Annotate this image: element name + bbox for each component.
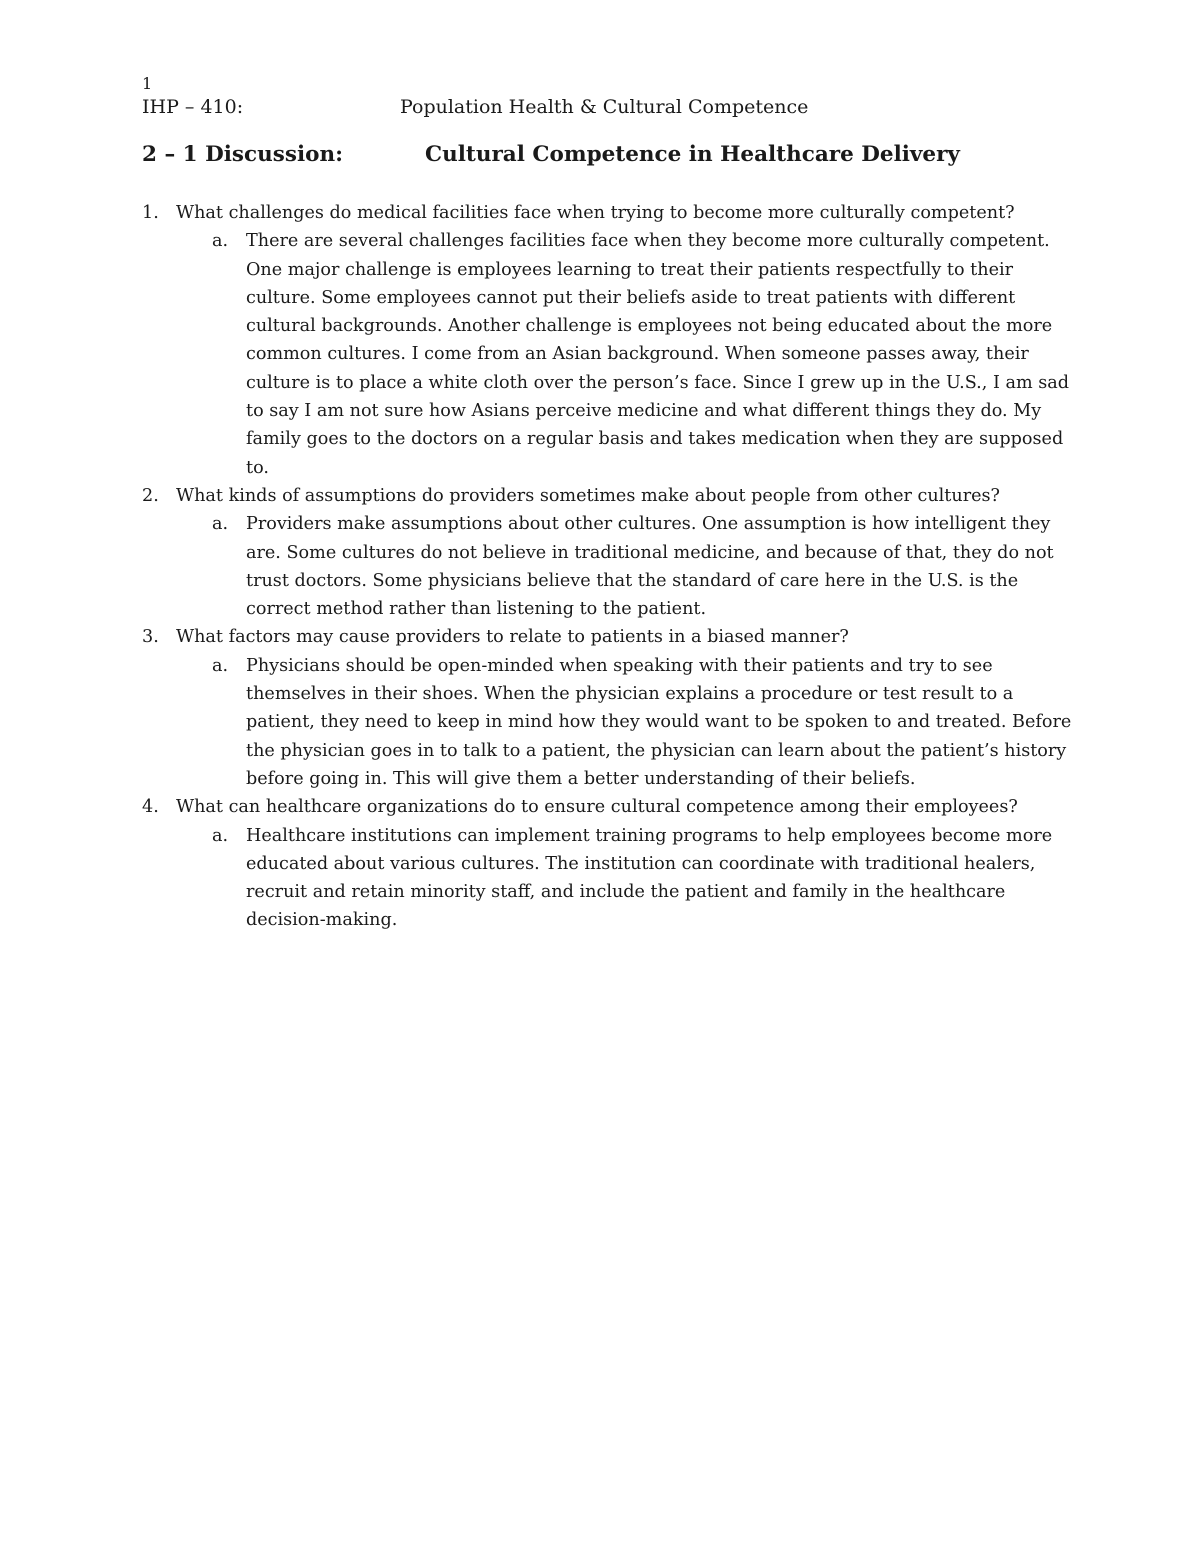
question-item [142,482,1072,510]
answer-text: Healthcare institutions can implement training programs to help employees become more educated about various cultures. The institution can coordinate with traditional healers, recruit and retain minority staff, and include the patient and family in the healthcare decision-making. [246,825,1053,931]
question-text: What challenges do medical facilities face when trying to become more culturally competent? [176,203,1015,223]
question-number: 3. [142,627,159,648]
answer-text: Physicians should be open-minded when speaking with their patients and try to see themselves in their shoes. When the physician explains a procedure or test result to a patient, they need to keep in mind how they would want to be spoken to and treated. Before the physician goes in to talk to a patient, the physician can learn about the patient’s history before going in. This will give them a better understanding of their beliefs. [246,655,1072,789]
answer-letter: a. [212,825,229,846]
question-item [142,623,1072,651]
question-text: What can healthcare organizations do to ensure cultural competence among their employees? [176,797,1018,818]
discussion-label: 2 – 1 Discussion: [142,142,344,167]
page-number: 1 [142,74,153,93]
answer-letter: a. [212,231,229,252]
answer-item [142,652,1072,793]
course-code: IHP – 410: [142,96,244,118]
answer-item [142,510,1072,623]
course-title: Population Health & Cultural Competence [400,96,809,118]
page-title [142,141,1102,169]
question-number: 2. [142,485,159,506]
answer-item [142,822,1072,935]
question-number: 4. [142,797,159,818]
question-text: What factors may cause providers to relate to patients in a biased manner? [176,627,849,648]
discussion-title: Cultural Competence in Healthcare Delivery [425,142,960,167]
course-header [142,95,1102,119]
answer-letter: a. [212,514,229,535]
answer-item [142,227,1072,482]
answer-text: There are several challenges facilities face when they become more culturally competent. One major challenge is employees learning to treat their patients respectfully to their culture. Some employees cannot put their beliefs aside to treat patients with different cultural backgrounds. Another challenge is employees not being educated about the more common cultures. I come from an Asian background. When someone passes away, their culture is to place a white cloth over the person’s face. Since I grew up in the U.S., I am sad to say I am not sure how Asians perceive medicine and what different things they do. My family goes to the doctors on a regular basis and takes medication when they are supposed to. [246,231,1070,478]
question-text: What kinds of assumptions do providers sometimes make about people from other cultures? [176,485,1000,506]
question-item [142,199,1072,227]
question-number: 1. [142,203,159,223]
question-list [142,199,1072,935]
question-item [142,793,1072,821]
answer-letter: a. [212,655,229,676]
answer-text: Providers make assumptions about other cultures. One assumption is how intelligent they are. Some cultures do not believe in traditional medicine, and because of that, they do not trust doctors. Some physicians believe that the standard of care here in the U.S. is the correct method rather than listening to the patient. [246,514,1054,620]
